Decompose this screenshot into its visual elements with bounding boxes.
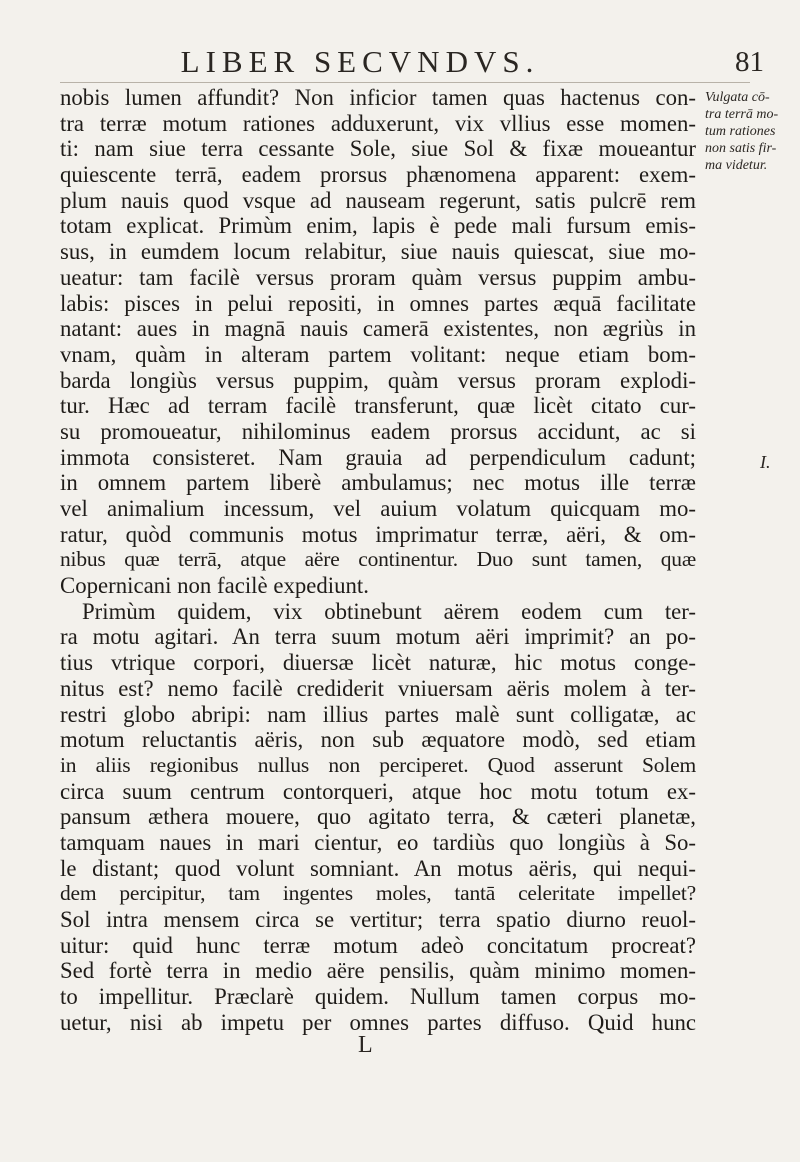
marginal-note-line: tra terrā mo-: [705, 107, 779, 122]
text-line: in aliis regionibus nullus non perciperet. Quod asserunt Solem: [60, 752, 696, 777]
text-line: su promoueatur, nihilominus eadem prorsus accidunt, ac si: [60, 418, 696, 444]
main-text-block: [60, 85, 696, 1035]
text-line: vnam, quàm in alteram partem volitant: neque etiam bom-: [60, 341, 696, 367]
text-line: to impellitur. Præclarè quidem. Nullum tamen corpus mo-: [60, 984, 696, 1010]
text-line: tur. Hæc ad terram facilè transferunt, quæ licèt citato cur-: [60, 393, 696, 419]
text-line: ra motu agitari. An terra suum motum aëri imprimit? an po-: [60, 624, 696, 650]
paragraph-start-line: Primùm quidem, vix obtinebunt aërem eodem cum ter-: [82, 598, 696, 624]
text-line: uetur, nisi ab impetu per omnes partes diffuso. Quid hunc: [60, 1009, 696, 1035]
marginal-note-line: non satis fir-: [705, 141, 777, 156]
text-line: ueatur: tam facilè versus proram quàm versus puppim ambu-: [60, 264, 696, 290]
header-rule: [60, 82, 750, 83]
text-line: sus, in eumdem locum relabitur, siue nauis quiescat, siue mo-: [60, 239, 696, 265]
text-line: dem percipitur, tam ingentes moles, tantā celeritate impellet?: [60, 881, 696, 906]
text-line: quiescente terrā, eadem prorsus phænomena apparent: exem-: [60, 162, 696, 188]
marginal-note-line: tum rationes: [705, 124, 776, 139]
text-line: natant: aues in magnā nauis camerā existentes, non ægriùs in: [60, 316, 696, 342]
running-title: LIBER SECVNDVS.: [180, 44, 540, 79]
text-line: nitus est? nemo facilè crediderit vniuersam aëris molem à ter-: [60, 675, 696, 701]
section-number-mark: I.: [760, 452, 771, 472]
text-line: in omnem partem liberè ambulamus; nec motus ille terræ: [60, 470, 696, 496]
text-line: le distant; quod volunt somniant. An motus aëris, qui nequi-: [60, 855, 696, 881]
text-line: circa suum centrum contorqueri, atque hoc motu totum ex-: [60, 778, 696, 804]
text-line: barda longiùs versus puppim, quàm versus proram explodi-: [60, 367, 696, 393]
text-line: nibus quæ terrā, atque aëre continentur. Duo sunt tamen, quæ: [60, 547, 696, 572]
text-line: ti: nam siue terra cessante Sole, siue Sol & fixæ moueantur: [60, 136, 696, 162]
text-line: totam explicat. Primùm enim, lapis è pede mali fursum emis-: [60, 213, 696, 239]
text-line: vel animalium incessum, vel auium volatum quicquam mo-: [60, 496, 696, 521]
text-line: immota consisteret. Nam grauia ad perpendiculum cadunt;: [60, 444, 696, 470]
catchword: L: [358, 1032, 373, 1058]
text-line: labis: pisces in pelui repositi, in omnes partes æquā facilitate: [60, 290, 696, 316]
marginal-note-line: ma videtur.: [705, 158, 768, 173]
text-line: tra terræ motum rationes adduxerunt, vix vllius esse momen-: [60, 110, 696, 136]
text-line: Sed fortè terra in medio aëre pensilis, quàm minimo momen-: [60, 958, 696, 984]
text-line: nobis lumen affundit? Non inficior tamen quas hactenus con-: [60, 85, 696, 110]
page-number: 81: [735, 46, 764, 78]
text-line: uitur: quid hunc terræ motum adeò concitatum procreat?: [60, 932, 696, 958]
text-line: ratur, quòd communis motus imprimatur terræ, aëri, & om-: [60, 521, 696, 547]
text-line: tius vtrique corpori, diuersæ licèt naturæ, hic motus conge-: [60, 650, 696, 676]
text-line: Copernicani non facilè expediunt.: [60, 573, 369, 599]
marginal-note-line: Vulgata cō-: [705, 90, 770, 105]
text-line: plum nauis quod vsque ad nauseam regerunt, satis pulcrē rem: [60, 187, 696, 213]
text-line: motum reluctantis aëris, non sub æquatore modò, sed etiam: [60, 727, 696, 753]
text-line: pansum æthera mouere, quo agitato terra, & cæteri planetæ,: [60, 804, 696, 830]
text-line: Sol intra mensem circa se vertitur; terra spatio diurno reuol-: [60, 907, 696, 932]
text-line: tamquam naues in mari cientur, eo tardiùs quo longiùs à So-: [60, 829, 696, 855]
text-line: restri globo abripi: nam illius partes malè sunt colligatæ, ac: [60, 701, 696, 727]
marginal-note: [705, 89, 800, 174]
